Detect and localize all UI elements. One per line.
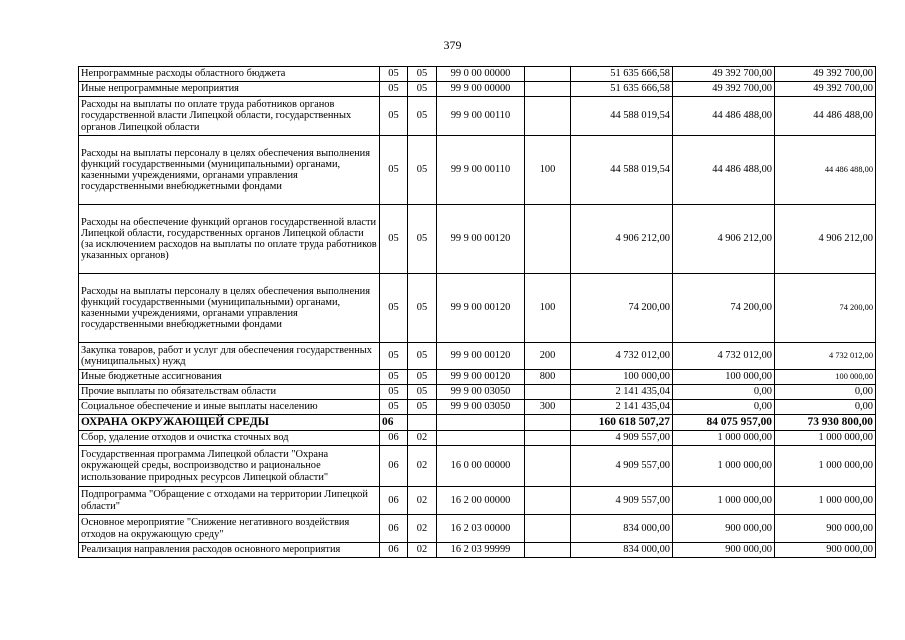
- amount-year1-cell: 4 732 012,00: [571, 343, 673, 370]
- target-article-cell: 16 0 00 00000: [437, 446, 525, 487]
- amount-year2-cell: 4 732 012,00: [673, 343, 775, 370]
- amount-year3-cell: 1 000 000,00: [775, 446, 876, 487]
- expense-name-cell: Социальное обеспечение и иные выплаты населению: [79, 400, 380, 415]
- expense-type-cell: 300: [525, 400, 571, 415]
- section-code-cell: 05: [380, 205, 408, 274]
- amount-year2-cell: 49 392 700,00: [673, 67, 775, 82]
- subsection-code-cell: 05: [408, 385, 437, 400]
- amount-year1-cell: 44 588 019,54: [571, 97, 673, 136]
- amount-year2-cell: 900 000,00: [673, 543, 775, 558]
- amount-year1-cell: 74 200,00: [571, 274, 673, 343]
- expense-type-cell: [525, 205, 571, 274]
- expense-name-cell: Прочие выплаты по обязательствам области: [79, 385, 380, 400]
- amount-year2-cell: 4 906 212,00: [673, 205, 775, 274]
- subsection-code-cell: 05: [408, 82, 437, 97]
- target-article-cell: 99 9 00 00110: [437, 97, 525, 136]
- target-article-cell: 16 2 03 00000: [437, 515, 525, 543]
- target-article-cell: 99 9 00 03050: [437, 400, 525, 415]
- table-row: [79, 431, 876, 446]
- expense-name-cell: Расходы на выплаты персоналу в целях обеспечения выполнения функций государственными (муниципальными) органами, казенными учреждениями, органами управления государственными внебюджетными фондами: [79, 274, 380, 343]
- amount-year1-cell: 2 141 435,04: [571, 400, 673, 415]
- amount-year3-cell: 44 486 488,00: [775, 97, 876, 136]
- amount-year3-cell: 0,00: [775, 400, 876, 415]
- amount-year3-cell: 73 930 800,00: [775, 415, 876, 431]
- section-code-cell: 05: [380, 97, 408, 136]
- amount-year3-cell: 49 392 700,00: [775, 67, 876, 82]
- expense-type-cell: [525, 431, 571, 446]
- expense-name-cell: Расходы на выплаты персоналу в целях обеспечения выполнения функций государственными (муниципальными) органами, казенными учреждениями, органами управления государственными внебюджетными фондами: [79, 136, 380, 205]
- amount-year3-cell: 49 392 700,00: [775, 82, 876, 97]
- target-article-cell: 99 0 00 00000: [437, 67, 525, 82]
- section-code-cell: 06: [380, 415, 408, 431]
- expense-name-cell: Подпрограмма "Обращение с отходами на территории Липецкой области": [79, 487, 380, 515]
- expense-name-cell: Непрограммные расходы областного бюджета: [79, 67, 380, 82]
- target-article-cell: 99 9 00 00120: [437, 274, 525, 343]
- amount-year3-cell: 4 906 212,00: [775, 205, 876, 274]
- table-row: [79, 446, 876, 487]
- expense-type-cell: [525, 446, 571, 487]
- amount-year3-cell: 44 486 488,00: [775, 136, 876, 205]
- expense-type-cell: [525, 97, 571, 136]
- target-article-cell: 99 9 00 00000: [437, 82, 525, 97]
- amount-year1-cell: 51 635 666,58: [571, 82, 673, 97]
- subsection-code-cell: 05: [408, 205, 437, 274]
- expense-type-cell: [525, 415, 571, 431]
- expense-name-cell: Расходы на выплаты по оплате труда работников органов государственной власти Липецкой области, государственных органов Липецкой области: [79, 97, 380, 136]
- amount-year3-cell: 900 000,00: [775, 543, 876, 558]
- amount-year1-cell: 4 909 557,00: [571, 431, 673, 446]
- amount-year3-cell: 900 000,00: [775, 515, 876, 543]
- subsection-code-cell: 02: [408, 446, 437, 487]
- target-article-cell: 99 9 00 00120: [437, 205, 525, 274]
- subsection-code-cell: 05: [408, 343, 437, 370]
- section-code-cell: 05: [380, 400, 408, 415]
- budget-table-body: [79, 67, 876, 558]
- amount-year1-cell: 4 906 212,00: [571, 205, 673, 274]
- table-row: [79, 370, 876, 385]
- subsection-code-cell: 05: [408, 67, 437, 82]
- amount-year2-cell: 0,00: [673, 400, 775, 415]
- table-row: [79, 343, 876, 370]
- section-code-cell: 06: [380, 515, 408, 543]
- subsection-code-cell: 05: [408, 136, 437, 205]
- page-number: 379: [443, 38, 462, 52]
- amount-year2-cell: 1 000 000,00: [673, 446, 775, 487]
- amount-year2-cell: 1 000 000,00: [673, 431, 775, 446]
- section-code-cell: 05: [380, 370, 408, 385]
- amount-year1-cell: 834 000,00: [571, 515, 673, 543]
- amount-year3-cell: 0,00: [775, 385, 876, 400]
- amount-year3-cell: 74 200,00: [775, 274, 876, 343]
- subsection-code-cell: 02: [408, 515, 437, 543]
- expense-name-cell: Основное мероприятие "Снижение негативного воздействия отходов на окружающую среду": [79, 515, 380, 543]
- budget-table: [78, 66, 876, 558]
- amount-year2-cell: 100 000,00: [673, 370, 775, 385]
- expense-type-cell: 100: [525, 136, 571, 205]
- amount-year3-cell: 1 000 000,00: [775, 431, 876, 446]
- amount-year3-cell: 4 732 012,00: [775, 343, 876, 370]
- subsection-code-cell: 02: [408, 543, 437, 558]
- table-row: [79, 515, 876, 543]
- target-article-cell: 99 9 00 03050: [437, 385, 525, 400]
- expense-name-cell: Реализация направления расходов основного мероприятия: [79, 543, 380, 558]
- amount-year1-cell: 2 141 435,04: [571, 385, 673, 400]
- amount-year3-cell: 100 000,00: [775, 370, 876, 385]
- table-row-section-header: [79, 415, 876, 431]
- target-article-cell: 16 2 00 00000: [437, 487, 525, 515]
- amount-year1-cell: 44 588 019,54: [571, 136, 673, 205]
- section-code-cell: 05: [380, 82, 408, 97]
- subsection-code-cell: 02: [408, 487, 437, 515]
- table-row: [79, 136, 876, 205]
- target-article-cell: [437, 415, 525, 431]
- amount-year2-cell: 900 000,00: [673, 515, 775, 543]
- expense-type-cell: [525, 543, 571, 558]
- table-row: [79, 487, 876, 515]
- expense-type-cell: [525, 515, 571, 543]
- section-code-cell: 06: [380, 446, 408, 487]
- expense-name-cell: Иные непрограммные мероприятия: [79, 82, 380, 97]
- section-code-cell: 05: [380, 343, 408, 370]
- expense-name-cell: Расходы на обеспечение функций органов государственной власти Липецкой области, государственных органов Липецкой области (за исключением расходов на выплаты по оплате труда работников указанных органов): [79, 205, 380, 274]
- section-code-cell: 06: [380, 431, 408, 446]
- expense-name-cell: Государственная программа Липецкой области "Охрана окружающей среды, воспроизводство и рациональное использование природных ресурсов Липецкой области": [79, 446, 380, 487]
- target-article-cell: 99 9 00 00110: [437, 136, 525, 205]
- subsection-code-cell: 05: [408, 274, 437, 343]
- amount-year2-cell: 84 075 957,00: [673, 415, 775, 431]
- expense-name-cell: ОХРАНА ОКРУЖАЮЩЕЙ СРЕДЫ: [79, 415, 380, 431]
- expense-name-cell: Закупка товаров, работ и услуг для обеспечения государственных (муниципальных) нужд: [79, 343, 380, 370]
- amount-year2-cell: 1 000 000,00: [673, 487, 775, 515]
- section-code-cell: 06: [380, 543, 408, 558]
- target-article-cell: 99 9 00 00120: [437, 370, 525, 385]
- amount-year1-cell: 834 000,00: [571, 543, 673, 558]
- expense-type-cell: [525, 82, 571, 97]
- expense-type-cell: [525, 385, 571, 400]
- amount-year3-cell: 1 000 000,00: [775, 487, 876, 515]
- table-row: [79, 205, 876, 274]
- table-row: [79, 67, 876, 82]
- target-article-cell: [437, 431, 525, 446]
- target-article-cell: 16 2 03 99999: [437, 543, 525, 558]
- section-code-cell: 05: [380, 67, 408, 82]
- amount-year1-cell: 160 618 507,27: [571, 415, 673, 431]
- amount-year2-cell: 49 392 700,00: [673, 82, 775, 97]
- amount-year2-cell: 44 486 488,00: [673, 136, 775, 205]
- expense-type-cell: 800: [525, 370, 571, 385]
- table-row: [79, 274, 876, 343]
- subsection-code-cell: 05: [408, 400, 437, 415]
- amount-year1-cell: 4 909 557,00: [571, 487, 673, 515]
- amount-year2-cell: 74 200,00: [673, 274, 775, 343]
- table-row: [79, 543, 876, 558]
- section-code-cell: 05: [380, 385, 408, 400]
- amount-year1-cell: 4 909 557,00: [571, 446, 673, 487]
- expense-type-cell: [525, 487, 571, 515]
- subsection-code-cell: 02: [408, 431, 437, 446]
- section-code-cell: 06: [380, 487, 408, 515]
- expense-type-cell: 100: [525, 274, 571, 343]
- amount-year1-cell: 100 000,00: [571, 370, 673, 385]
- amount-year2-cell: 0,00: [673, 385, 775, 400]
- table-row: [79, 82, 876, 97]
- table-row: [79, 97, 876, 136]
- expense-type-cell: [525, 67, 571, 82]
- subsection-code-cell: 05: [408, 370, 437, 385]
- expense-name-cell: Сбор, удаление отходов и очистка сточных вод: [79, 431, 380, 446]
- subsection-code-cell: [408, 415, 437, 431]
- table-row: [79, 385, 876, 400]
- target-article-cell: 99 9 00 00120: [437, 343, 525, 370]
- amount-year2-cell: 44 486 488,00: [673, 97, 775, 136]
- subsection-code-cell: 05: [408, 97, 437, 136]
- expense-type-cell: 200: [525, 343, 571, 370]
- table-row: [79, 400, 876, 415]
- section-code-cell: 05: [380, 274, 408, 343]
- amount-year1-cell: 51 635 666,58: [571, 67, 673, 82]
- expense-name-cell: Иные бюджетные ассигнования: [79, 370, 380, 385]
- section-code-cell: 05: [380, 136, 408, 205]
